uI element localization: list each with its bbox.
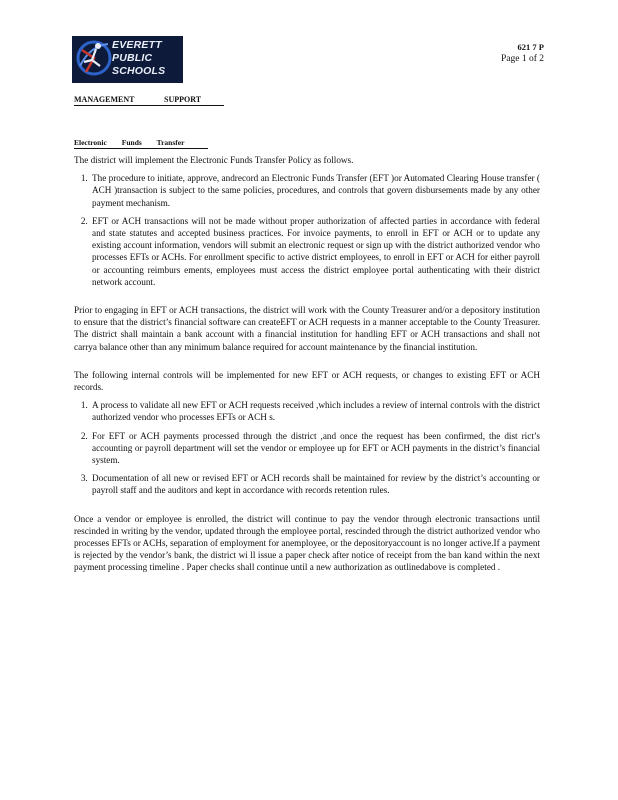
list-item: 3. Documentation of all new or revised EFT or ACH records shall be maintained for review by the district’s accounting or payroll staff and the auditors and kept in accordance with records retention rules. — [90, 472, 540, 496]
list-item: 1. A process to validate all new EFT or ACH requests received ,which includes a review of internal controls with the district authorized vendor who processes EFTs or ACH s. — [90, 399, 540, 423]
enrollment-paragraph: Once a vendor or employee is enrolled, the district will continue to pay the vendor through electronic transactions until rescinded in writing by the vendor, updated through the employee portal, rescinded through the district authorized vendor who processes EFTs or ACHs, separation of employment for anemployee, or the depositoryaccount is no longer active.If a payment is rejected by the vendor’s bank, the district wi ll issue a paper check after notice of receipt from the ban kand within the next payment processing timeline . Paper checks shall continue until a new authorization as outlinedabove is completed . — [74, 513, 540, 573]
section-heading-right: SUPPORT — [164, 95, 202, 104]
policy-body — [74, 154, 540, 590]
policy-code: 621 7 P — [517, 42, 544, 52]
page-info — [501, 41, 544, 65]
section-heading — [74, 95, 224, 106]
district-logo — [72, 36, 183, 83]
logo-wordmark: EVERETT PUBLIC SCHOOLS — [112, 39, 166, 77]
controls-intro-paragraph: The following internal controls will be implemented for new EFT or ACH requests, or changes to existing EFT or ACH records. — [74, 369, 540, 393]
treasurer-paragraph: Prior to engaging in EFT or ACH transactions, the district will work with the County Treasurer and/or a depository institution to ensure that the district’s financial software can createEFT or ACH requests in a manner acceptable to the County Treasurer. The district shall maintain a bank account with a financial institution for handling EFT or ACH transactions and shall not carrya balance other than any minimum balance required for account maintenance by the financial institution. — [74, 305, 540, 352]
procedure-list — [74, 172, 540, 288]
list-item: 1. The procedure to initiate, approve, andrecord an Electronic Funds Transfer (EFT )or Automated Clearing House transfer ( ACH )transaction is subject to the same policies, procedures, and controls that govern disbursements made by any other payment mechanism. — [90, 172, 540, 209]
controls-list — [74, 399, 540, 496]
page-number: Page 1 of 2 — [500, 54, 544, 64]
intro-paragraph: The district will implement the Electronic Funds Transfer Policy as follows. — [74, 155, 354, 165]
section-heading-left: MANAGEMENT — [74, 95, 135, 104]
list-item: 2. EFT or ACH transactions will not be made without proper authorization of affected parties in accordance with federal and state statutes and accepted business practices. For invoice payments, to enroll in EFT or ACH or to update any existing account information, vendors will submit an electronic request or sign up with the district authorized vendor who processes EFTs or ACHs. For enrollment specific to active district employees, to enroll in EFT or ACH for either payroll or accounting reimburs ements, employees must access the district employee portal authenticating with their district network account. — [90, 215, 540, 288]
policy-subtitle: Electronic Funds Transfer — [74, 138, 208, 149]
list-item: 2. For EFT or ACH payments processed through the district ,and once the request has been confirmed, the dist rict’s accounting or payroll department will set the vendor or employee up for EFT or ACH payments in the district’s financial system. — [90, 430, 540, 467]
